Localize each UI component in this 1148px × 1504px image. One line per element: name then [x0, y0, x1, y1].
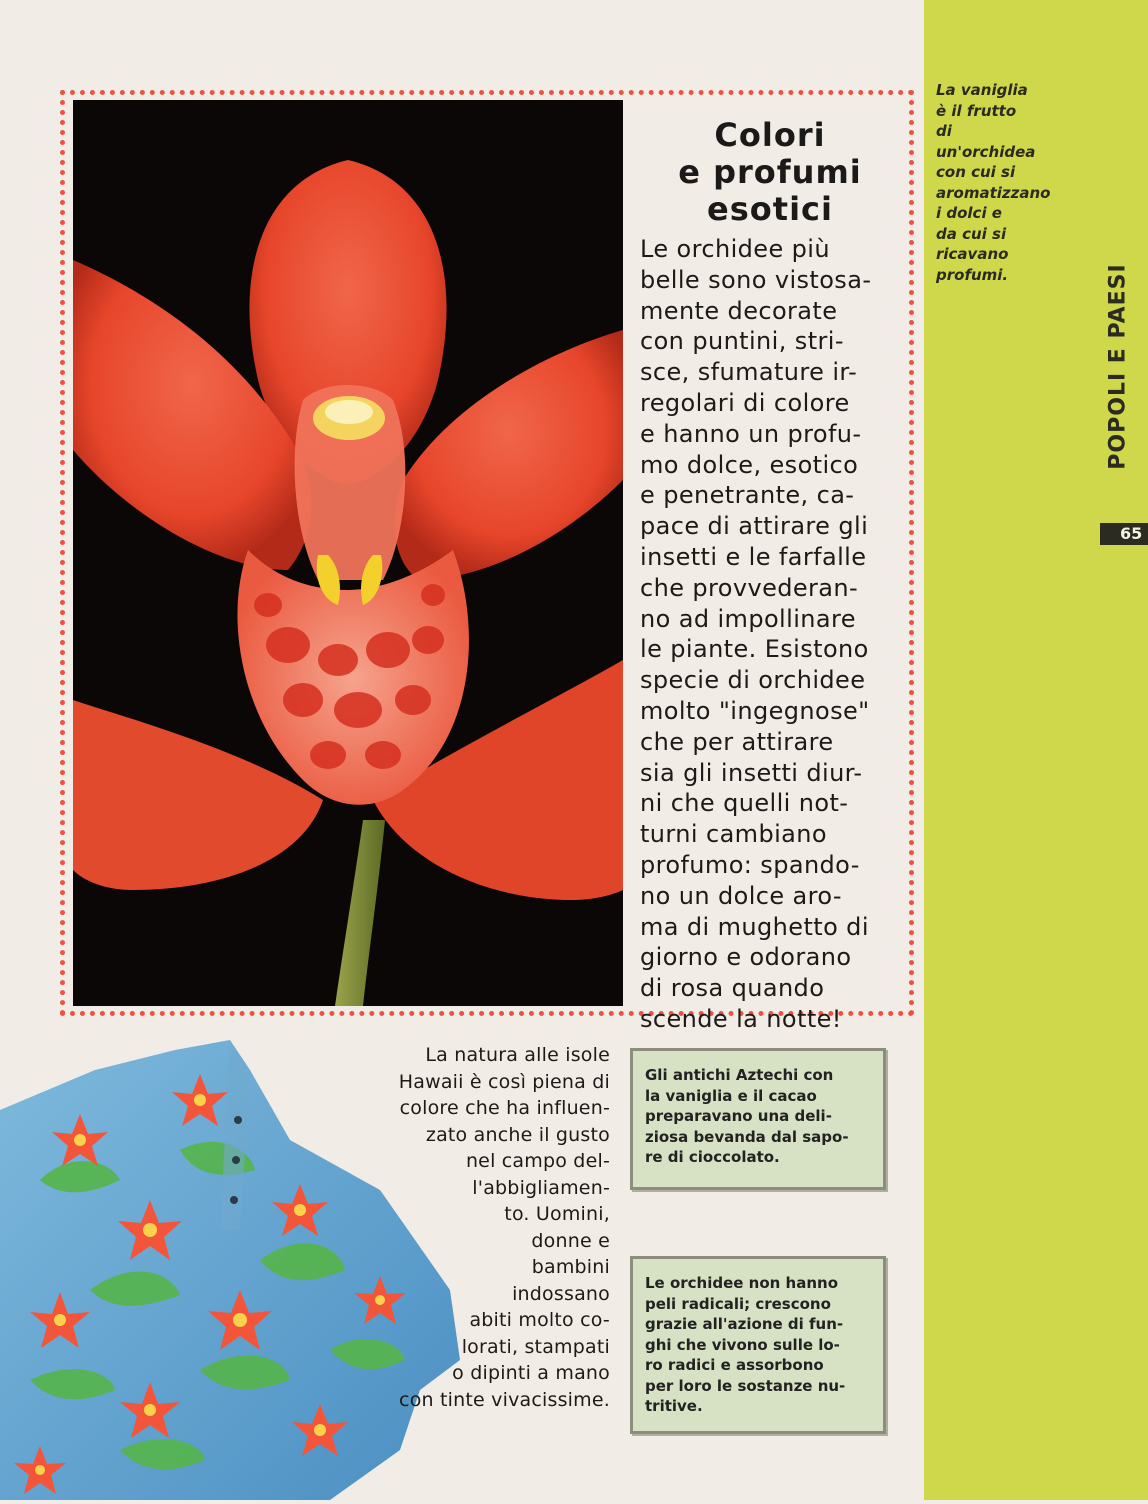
body-line: le piante. Esistono	[640, 635, 869, 664]
body-line: e penetrante, ca-	[640, 481, 855, 510]
fact-line: ziosa bevanda dal sapo-	[645, 1127, 849, 1146]
hawaii-line: to. Uomini,	[504, 1203, 610, 1225]
fact-line: la vaniglia e il cacao	[645, 1086, 817, 1105]
hawaii-line: donne e	[531, 1229, 610, 1252]
orchid-photo	[73, 100, 623, 1006]
fact-box-aztechi	[630, 1048, 886, 1190]
body-line: con puntini, stri-	[640, 327, 844, 356]
fact-line: per loro le sostanze nu-	[645, 1376, 846, 1395]
fact-line: grazie all'azione di fun-	[645, 1315, 844, 1333]
body-line: ni che quelli not-	[640, 789, 849, 818]
hawaii-text	[290, 1042, 610, 1413]
hawaii-line: indossano	[512, 1282, 610, 1305]
fact-line: preparavano una deli-	[645, 1107, 832, 1125]
hawaii-line: colore che ha influen-	[399, 1097, 610, 1119]
body-line: regolari di colore	[640, 388, 850, 417]
fact-text	[645, 1273, 871, 1417]
body-line: insetti e le farfalle	[640, 542, 867, 571]
body-line: di rosa quando	[640, 974, 825, 1003]
section-label	[1100, 260, 1136, 472]
fact-line: ro radici e assorbono	[645, 1356, 824, 1374]
hawaii-line: bambini	[531, 1256, 610, 1278]
body-line: no ad impollinare	[640, 604, 856, 633]
hawaii-line: nel campo del-	[465, 1150, 610, 1172]
hawaii-line: con tinte vivacissime.	[399, 1388, 610, 1411]
fact-line: peli radicali; crescono	[645, 1294, 831, 1313]
hawaii-line: La natura alle isole	[425, 1044, 610, 1066]
body-line: mente decorate	[640, 296, 838, 325]
hawaii-line: abiti molto co-	[469, 1309, 610, 1331]
hawaii-line: l'abbigliamen-	[472, 1176, 610, 1199]
side-caption-line: aromatizzano	[936, 183, 1051, 202]
body-line: mo dolce, esotico	[640, 450, 859, 479]
section-label-text: POPOLI E PAESI	[1105, 262, 1131, 470]
fact-text	[645, 1065, 871, 1168]
page-number: 65	[1100, 523, 1148, 545]
side-caption-line: è il frutto	[936, 101, 1017, 120]
body-line: giorno e odorano	[640, 943, 852, 972]
article-title	[640, 117, 900, 228]
body-line: specie di orchidee	[640, 666, 866, 695]
article-body	[640, 234, 910, 1035]
body-line: turni cambiano	[640, 820, 827, 849]
body-line: sce, sfumature ir-	[640, 358, 858, 387]
body-line: scende la notte!	[640, 1004, 842, 1033]
body-line: no un dolce aro-	[640, 881, 842, 910]
body-line: Le orchidee più	[640, 235, 830, 263]
side-caption-line: profumi.	[936, 265, 1009, 284]
hawaii-line: Hawaii è così piena di	[398, 1070, 610, 1093]
body-line: belle sono vistosa-	[640, 265, 872, 294]
side-caption-line: con cui si	[936, 163, 1016, 181]
side-caption-line: La vaniglia	[936, 81, 1028, 99]
title-line: e profumi	[678, 153, 862, 191]
side-caption	[936, 80, 1056, 285]
fact-line: tritive.	[645, 1397, 703, 1415]
title-line: esotici	[707, 190, 833, 228]
side-caption-line: di un'orchidea	[936, 122, 1036, 161]
body-line: che provvederan-	[640, 573, 859, 602]
fact-line: Gli antichi Aztechi con	[645, 1066, 834, 1084]
hawaii-line: zato anche il gusto	[425, 1123, 610, 1146]
fact-box-orchidee	[630, 1256, 886, 1434]
side-caption-line: da cui si	[936, 224, 1007, 243]
body-line: e hanno un profu-	[640, 419, 862, 448]
hawaii-line: lorati, stampati	[461, 1335, 610, 1358]
orchid-icon	[73, 100, 623, 1006]
body-line: pace di attirare gli	[640, 512, 869, 541]
body-line: profumo: spando-	[640, 850, 860, 879]
side-caption-line: i dolci e	[936, 204, 1002, 222]
fact-line: Le orchidee non hanno	[645, 1274, 839, 1292]
fact-line: ghi che vivono sulle lo-	[645, 1335, 840, 1354]
body-line: ma di mughetto di	[640, 912, 869, 941]
body-line: molto "ingegnose"	[640, 696, 870, 725]
hawaii-line: o dipinti a mano	[452, 1362, 610, 1384]
body-line: che per attirare	[640, 727, 834, 756]
body-line: sia gli insetti diur-	[640, 758, 863, 787]
title-line: Colori	[714, 116, 826, 154]
side-caption-line: ricavano	[936, 245, 1009, 263]
fact-line: re di cioccolato.	[645, 1148, 780, 1166]
